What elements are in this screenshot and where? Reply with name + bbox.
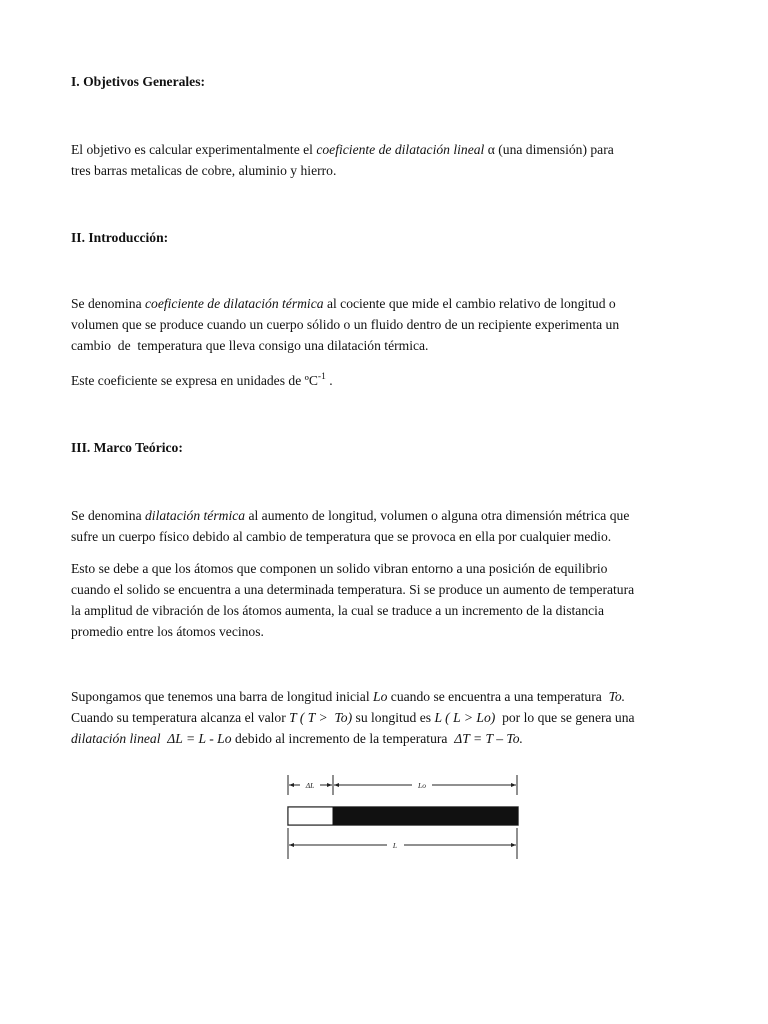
paragraph-line: la amplitud de vibración de los átomos aumenta, la cual se traduce a un incremento de la distancia [71, 603, 604, 618]
heading-marco-teorico: III. Marco Teórico: [71, 440, 183, 455]
arrowhead-left [334, 783, 339, 787]
paragraph-unidades [71, 370, 711, 391]
paragraph-line: cambio de temperatura que lleva consigo una dilatación térmica. [71, 338, 429, 353]
dilatation-bar-figure [282, 773, 526, 861]
arrowhead-left [289, 843, 294, 847]
paragraph-objetivo [71, 139, 711, 181]
heading-objetivos: I. Objetivos Generales: [71, 74, 206, 89]
paragraph-line: cuando el solido se encuentra a una determinada temperatura. Si se produce un aumento de temperatura [71, 582, 635, 597]
label-delta-l: ΔL [305, 781, 315, 790]
term-coeficiente-termica: coeficiente de dilatación térmica [145, 296, 324, 311]
heading-introduccion: II. Introducción: [71, 230, 169, 245]
paragraph-line: El objetivo es calcular experimentalmente el coeficiente de dilatación lineal α (una dimensión) para [71, 142, 614, 157]
paragraph-line: volumen que se produce cuando un cuerpo sólido o un fluido dentro de un recipiente experimenta un [71, 317, 620, 332]
paragraph-line: Supongamos que tenemos una barra de longitud inicial Lo cuando se encuentra a una temperatura To. [71, 689, 626, 704]
arrowhead-right [511, 783, 516, 787]
paragraph-line: promedio entre los átomos vecinos. [71, 624, 264, 639]
paragraph-line: Se denomina coeficiente de dilatación térmica al cociente que mide el cambio relativo de longitud o [71, 296, 616, 311]
arrowhead-right [327, 783, 332, 787]
paragraph-dilatacion [71, 505, 711, 547]
bar-expansion-segment [288, 807, 333, 825]
paragraph-line: Esto se debe a que los átomos que componen un solido vibran entorno a una posición de equilibrio [71, 561, 608, 576]
superscript-exponent: -1 [317, 372, 326, 382]
paragraph-introduccion [71, 293, 711, 356]
paragraph-line: Cuando su temperatura alcanza el valor T ( T > To) su longitud es L ( L > Lo) por lo que se genera una [71, 710, 635, 725]
paragraph-line: Se denomina dilatación térmica al aumento de longitud, volumen o alguna otra dimensión métrica que [71, 508, 630, 523]
arrowhead-right [511, 843, 516, 847]
term-dilatacion-termica: dilatación térmica [145, 508, 246, 523]
arrowhead-left [289, 783, 294, 787]
term-coeficiente-lineal: coeficiente de dilatación lineal [316, 142, 485, 157]
paragraph-line: Este coeficiente se expresa en unidades de ºC$^{-1}$ . [71, 372, 333, 388]
paragraph-line: sufre un cuerpo físico debido al cambio de temperatura que se provoca en ella por cualquier medio. [71, 529, 612, 544]
label-lo: Lo [418, 781, 426, 790]
label-l: L [392, 841, 398, 850]
paragraph-line: dilatación lineal ΔL = L - Lo debido al incremento de la temperatura ΔT = T – To. [71, 731, 523, 746]
paragraph-atomos [71, 558, 711, 642]
paragraph-line: tres barras metalicas de cobre, aluminio y hierro. [71, 163, 337, 178]
paragraph-barra [71, 686, 711, 749]
